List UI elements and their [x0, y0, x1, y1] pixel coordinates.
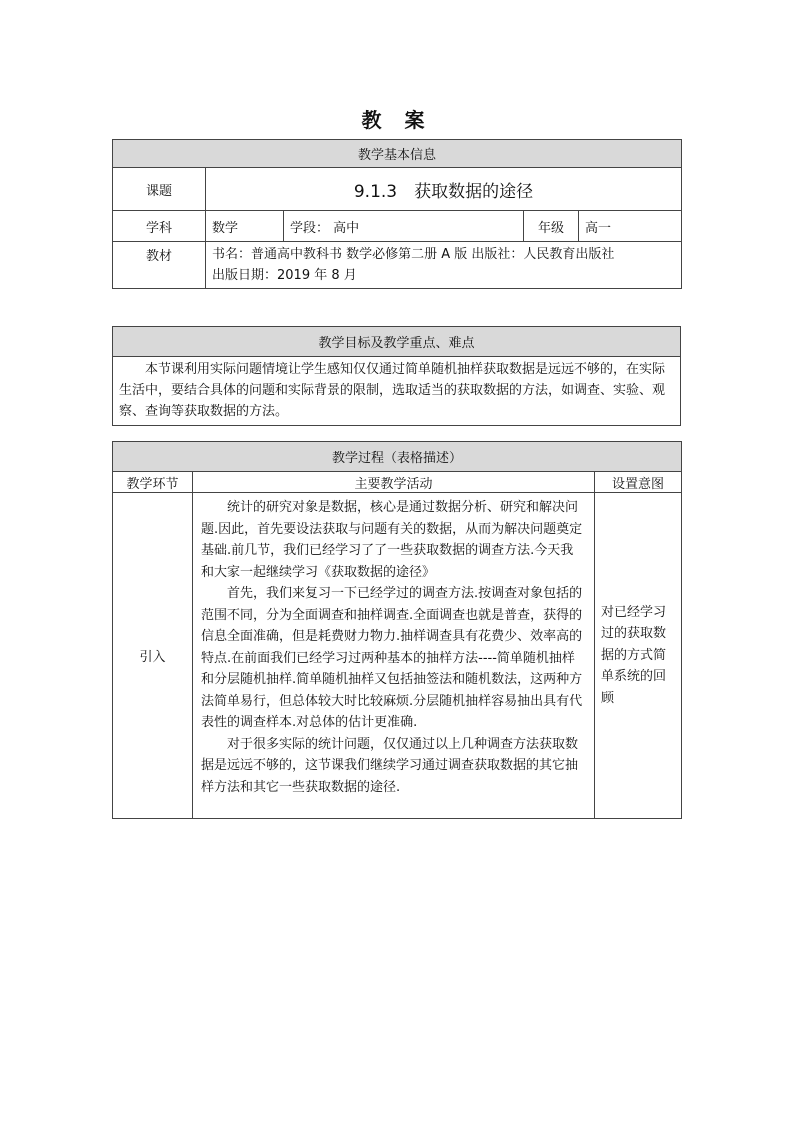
col-stage-header: 教学环节 [113, 472, 193, 493]
intent-text: 对已经学习过的获取数据的方式简单系统的回顾 [595, 493, 682, 819]
process-table [112, 441, 682, 819]
objectives-header: 教学目标及教学重点、难点 [113, 327, 681, 357]
grade-label: 年级 [524, 211, 579, 242]
stage-label: 学段： [290, 220, 330, 236]
stage-cell [284, 211, 524, 242]
textbook-label: 教材 [113, 242, 206, 289]
basic-info-table [112, 139, 682, 289]
col-activity-header: 主要教学活动 [193, 472, 595, 493]
objectives-text: 本节课利用实际问题情境让学生感知仅仅通过简单随机抽样获取数据是远远不够的，在实际生活中，要结合具体的问题和实际背景的限制，选取适当的获取数据的方法，如调查、实验、观察、查询等获取数据的方法。 [113, 357, 681, 426]
subject-value: 数学 [206, 211, 284, 242]
grade-value: 高一 [579, 211, 682, 242]
activity-para-3: 对于很多实际的统计问题，仅仅通过以上几种调查方法获取数据是远远不够的，这节课我们继续学习通过调查获取数据的其它抽样方法和其它一些获取数据的途径. [201, 736, 579, 795]
activity-para-2: 首先，我们来复习一下已经学过的调查方法.按调查对象包括的范围不同，分为全面调查和抽样调查.全面调查也就是普查，获得的信息全面准确，但是耗费财力物力.抽样调查具有花费少、效率高的特点.在前面我们已经学习过两种基本的抽样方法----简单随机抽样和分层随机抽样.简单随机抽样又包括抽签法和随机数法，这两种方法简单易行，但总体较大时比较麻烦.分层随机抽样容易抽出具有代表性的调查样本.对总体的估计更准确. [201, 586, 583, 730]
activity-content [193, 493, 595, 819]
textbook-line1: 书名：普通高中教科书 数学必修第二册 A 版 出版社：人民教育出版社 [212, 247, 615, 262]
topic-label: 课题 [113, 168, 206, 211]
subject-label: 学科 [113, 211, 206, 242]
objectives-table [112, 326, 681, 426]
document-title: 教 案 [361, 108, 433, 132]
basic-info-header: 教学基本信息 [113, 140, 682, 168]
textbook-info [206, 242, 682, 289]
stage-value: 高中 [333, 220, 360, 236]
col-intent-header: 设置意图 [595, 472, 682, 493]
textbook-line2: 出版日期：2019 年 8 月 [212, 268, 357, 283]
process-header: 教学过程（表格描述） [113, 442, 682, 472]
activity-para-1: 统计的研究对象是数据，核心是通过数据分析、研究和解决问题.因此，首先要设法获取与问题有关的数据，从而为解决问题奠定基础.前几节，我们已经学习了了一些获取数据的调查方法.今天我和大家一起继续学习《获取数据的途径》 [201, 500, 583, 580]
stage-intro: 引入 [113, 493, 193, 819]
lesson-topic: 9.1.3 获取数据的途径 [206, 168, 682, 211]
